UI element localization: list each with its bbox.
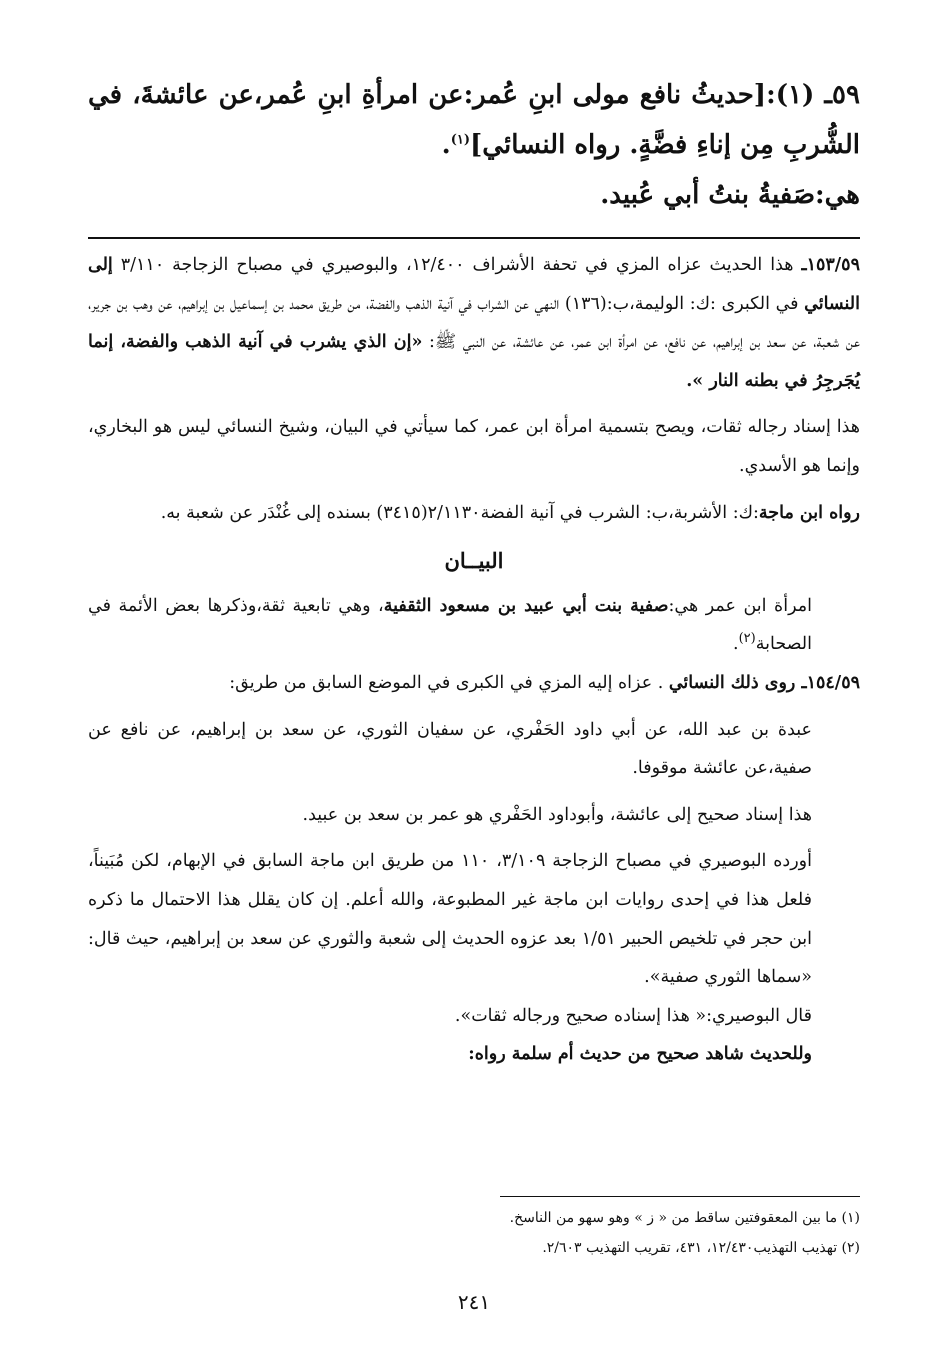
entry-number-153: ١٥٣/٥٩ـ <box>801 255 860 275</box>
commentary-paragraph-7: هذا إسناد صحيح إلى عائشة، وأبوداود الحَفْري هو عمر بن سعد بن عبيد. <box>302 804 812 825</box>
commentary-text: امرأة ابن عمر هي: <box>668 595 812 616</box>
commentary-text: ، وهي تابعية ثقة،وذكرها بعض الأئمة في الصحابة <box>88 595 812 655</box>
page-number: ٢٤١ <box>457 1290 491 1314</box>
bold-text: إلى النسائي <box>88 255 860 314</box>
commentary-text: . عزاه إليه المزي في الكبرى في الموضع السابق من طريق: <box>229 672 669 693</box>
commentary-paragraph-9: قال البوصيري:« هذا إسناده صحيح ورجاله ثقات». <box>454 1005 812 1026</box>
hadith-quote: «إن الذي يشرب في آنية الذهب والفضة، إنما يُجَرجِرُ في بطنه النار ». <box>88 332 860 391</box>
commentary-text: هذا الحديث عزاه المزي في تحفة الأشراف ١٢/٤٠٠، والبوصيري في مصباح الزجاجة ٣/١١٠ <box>112 255 802 275</box>
hadith-identification: هي:صَفيةُ بنتُ أبي عُبيد. <box>600 180 860 210</box>
commentary-paragraph-5 <box>88 664 860 703</box>
footnote-1: (١) ما بين المعقوفتين ساقط من « ز » وهو سهو من الناسخ. <box>509 1210 860 1226</box>
bold-text: صفية بنت أبي عبيد بن مسعود الثقفية <box>383 595 669 616</box>
hadith-text <box>88 70 860 220</box>
commentary-paragraph-8: أورده البوصيري في مصباح الزجاجة ٣/١٠٩، ١١٠ من طريق ابن ماجة السابق في الإبهام، لكن مُبَيناً، فلعل هذا في إحدى روايات ابن ماجة غير المطبوعة، والله أعلم. إن كان يقلل هذا الاحتمال ما ذكره ابن حجر في تلخيص الحبير ١/٥١ بعد عزوه الحديث إلى شعبة والثوري عن سعد بن إبراهيم، حيث قال: «سماها الثوري صفية». <box>88 851 812 988</box>
footnote-2: (٢) تهذيب التهذيب١٢/٤٣٠، ٤٣١، تقريب التهذيب ٢/٦٠٣. <box>542 1240 860 1256</box>
commentary-paragraph-3 <box>88 494 860 533</box>
commentary-text: :ك: الأشربة،ب: الشرب في آنية الفضة٢/١١٣٠(٣٤١٥) بسنده إلى غُنْدَر عن شعبة به. <box>160 502 759 523</box>
entry-number-154: ١٥٤/٥٩ـ <box>801 672 860 693</box>
footnote-divider <box>500 1196 860 1197</box>
bold-text: وللحديث شاهد صحيح من حديث أم سلمة رواه: <box>468 1044 812 1065</box>
commentary-paragraph-10 <box>88 1035 860 1074</box>
hadith-body: ٥٩ـ (١):[حديثُ نافع مولى ابنِ عُمر:عن امرأةِ ابنِ عُمر،عن عائشةَ، في الشُّربِ مِن إناءِ فضَّةٍ. رواه النسائي] <box>88 80 860 160</box>
footnote-marker-2: (٢) <box>738 631 756 647</box>
commentary-paragraph-1 <box>88 246 860 400</box>
commentary-paragraph-6: عبدة بن عبد الله، عن أبي داود الحَفْري، عن سفيان الثوري، عن سعد بن إبراهيم، عن نافع عن صفية،عن عائشة موقوفا. <box>88 719 812 779</box>
commentary-paragraph-4 <box>88 587 860 664</box>
section-heading: البيــان <box>444 548 504 574</box>
commentary-text: في الكبرى :ك: الوليمة،ب:(١٣٦) النهي عن الشراب في آنية الذهب والفضة، من طريق محمد بن إسماعيل بن إبراهيم، عن وهب بن جرير، عن شعبة، عن سعد بن إبراهيم، عن نافع، عن امرأة ابن عمر، عن عائشة، عن النبي ﷺ: <box>88 293 860 353</box>
commentary-text: . <box>733 634 739 655</box>
bold-text: روى ذلك النسائي <box>668 672 802 693</box>
commentary-section <box>88 246 860 1074</box>
footnotes <box>88 1203 860 1263</box>
commentary-paragraph-2: هذا إسناد رجاله ثقات، ويصح بتسمية امرأة ابن عمر، كما سيأتي في البيان، وشيخ النسائي ليس هو البخاري، وإنما هو الأسدي. <box>88 417 860 476</box>
footnote-marker-1: (١) <box>450 132 470 148</box>
bold-text: رواه ابن ماجة <box>758 502 860 523</box>
hadith-period: . <box>441 130 451 160</box>
top-divider <box>88 237 860 239</box>
